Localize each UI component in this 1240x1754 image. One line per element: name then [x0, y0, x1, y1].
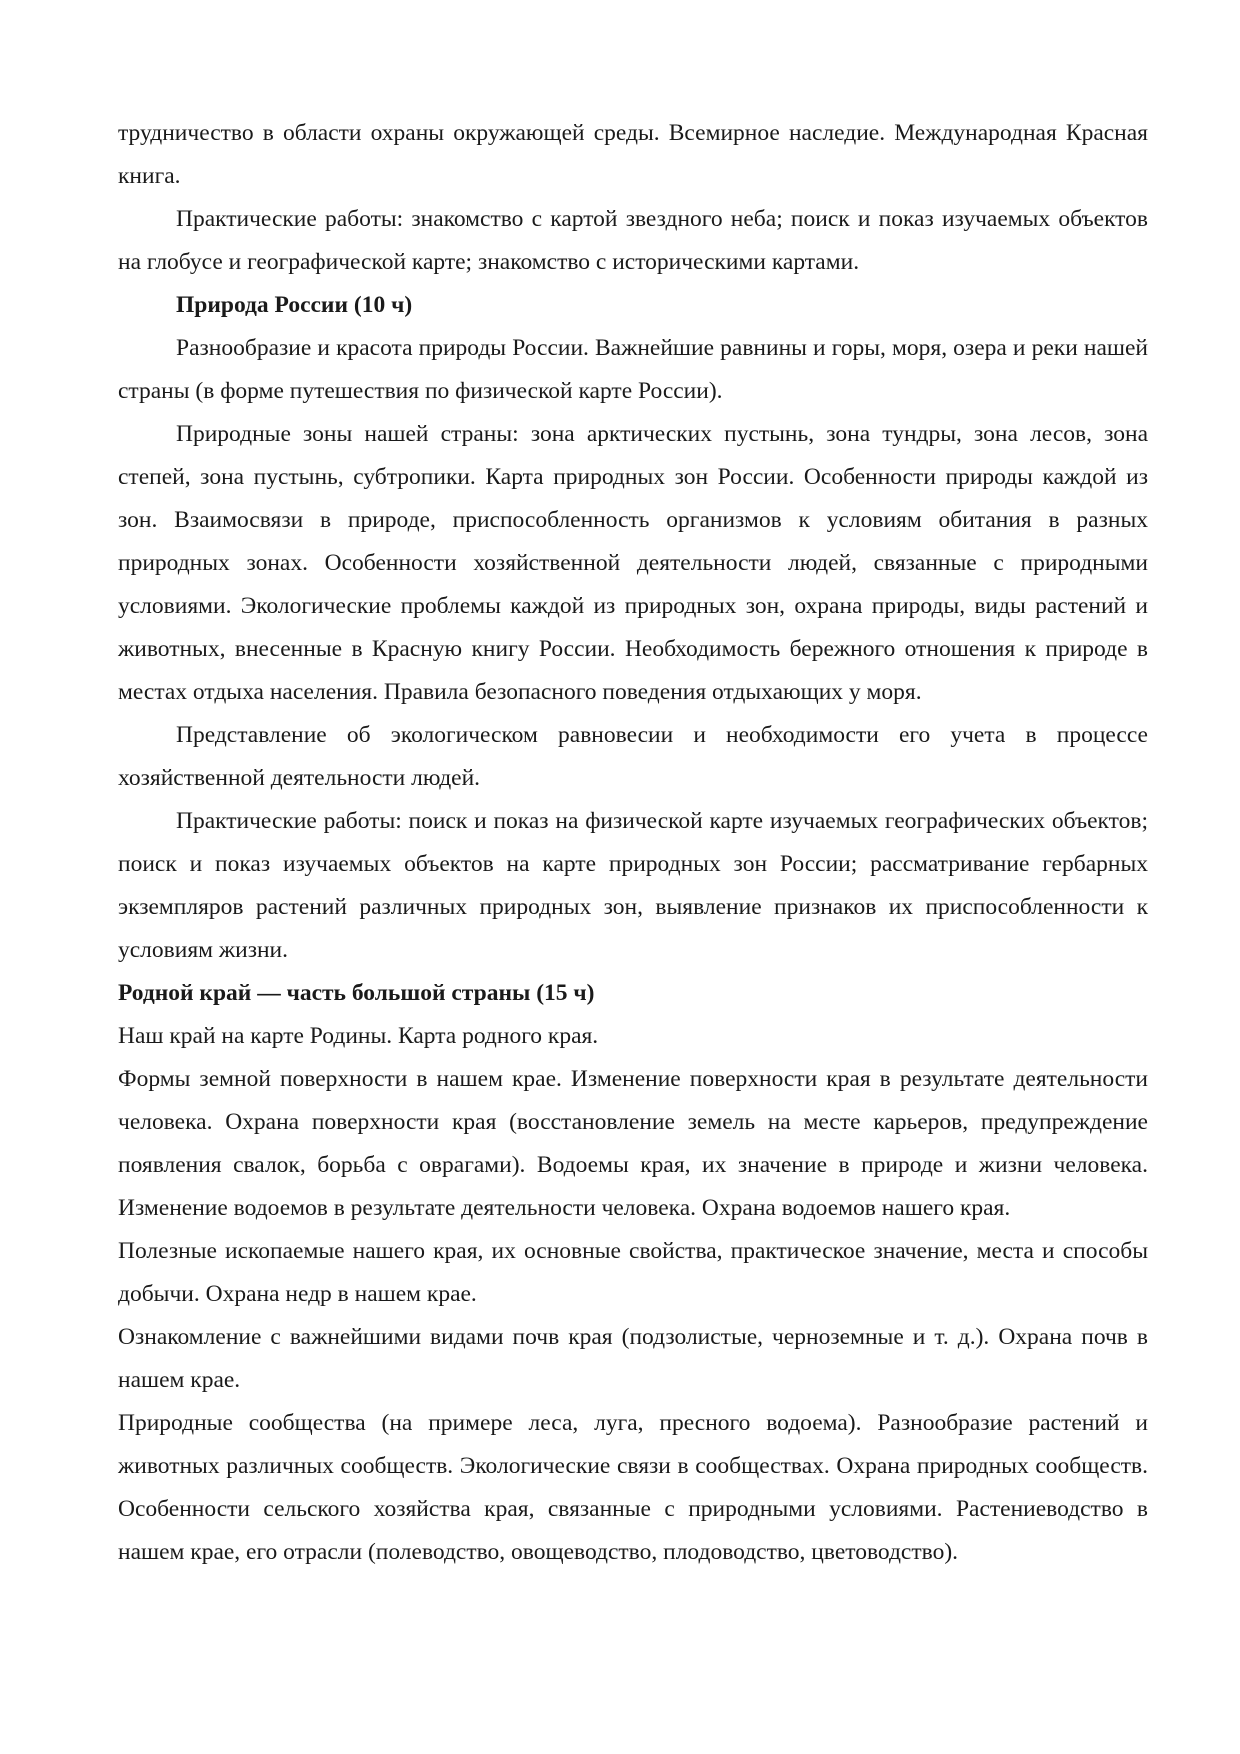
- paragraph-soils: Ознакомление с важнейшими видами почв края (подзолистые, черноземные и т. д.). Охрана почв в нашем крае.: [118, 1324, 1148, 1393]
- document-page: [118, 112, 1148, 1574]
- paragraph-ecological-balance: Представление об экологическом равновесии и необходимости его учета в процессе хозяйственной деятельности людей.: [118, 722, 1148, 791]
- paragraph-natural-zones: Природные зоны нашей страны: зона арктических пустынь, зона тундры, зона лесов, зона степей, зона пустынь, субтропики. Карта природных зон России. Особенности природы каждой из зон. Взаимосвязи в природе, приспособленность организмов к условиям обитания в разных природных зонах. Особенности хозяйственной деятельности людей, связанные с природными условиями. Экологические проблемы каждой из природных зон, охрана природы, виды растений и животных, внесенные в Красную книгу России. Необходимость бережного отношения к природе в местах отдыха населения. Правила безопасного поведения отдыхающих у моря.: [118, 421, 1148, 705]
- paragraph-minerals: Полезные ископаемые нашего края, их основные свойства, практическое значение, места и способы добычи. Охрана недр в нашем крае.: [118, 1238, 1148, 1307]
- section-heading-native-land: Родной край — часть большой страны (15 ч): [118, 980, 595, 1006]
- paragraph-practical-work-globe: Практические работы: знакомство с картой звездного неба; поиск и показ изучаемых объектов на глобусе и географической карте; знакомство с историческими картами.: [118, 206, 1148, 275]
- paragraph-nature-diversity: Разнообразие и красота природы России. Важнейшие равнины и горы, моря, озера и реки нашей страны (в форме путешествия по физической карте России).: [118, 335, 1148, 404]
- section-heading-nature-of-russia: Природа России (10 ч): [176, 292, 413, 318]
- paragraph-land-surface: Формы земной поверхности в нашем крае. Изменение поверхности края в результате деятельности человека. Охрана поверхности края (восстановление земель на месте карьеров, предупреждение появления свалок, борьба с оврагами). Водоемы края, их значение в природе и жизни человека. Изменение водоемов в результате деятельности человека. Охрана водоемов нашего края.: [118, 1066, 1148, 1221]
- paragraph-land-on-map: Наш край на карте Родины. Карта родного края.: [118, 1023, 599, 1049]
- paragraph-natural-communities: Природные сообщества (на примере леса, луга, пресного водоема). Разнообразие растений и животных различных сообществ. Экологические связи в сообществах. Охрана природных сообществ. Особенности сельского хозяйства края, связанные с природными условиями. Растениеводство в нашем крае, его отрасли (полеводство, овощеводство, плодоводство, цветоводство).: [118, 1410, 1148, 1565]
- paragraph-environment-cooperation: трудничество в области охраны окружающей среды. Всемирное наследие. Международная Красная книга.: [118, 120, 1148, 189]
- paragraph-practical-work-maps: Практические работы: поиск и показ на физической карте изучаемых географических объектов; поиск и показ изучаемых объектов на карте природных зон России; рассматривание гербарных экземпляров растений различных природных зон, выявление признаков их приспособленности к условиям жизни.: [118, 808, 1148, 963]
